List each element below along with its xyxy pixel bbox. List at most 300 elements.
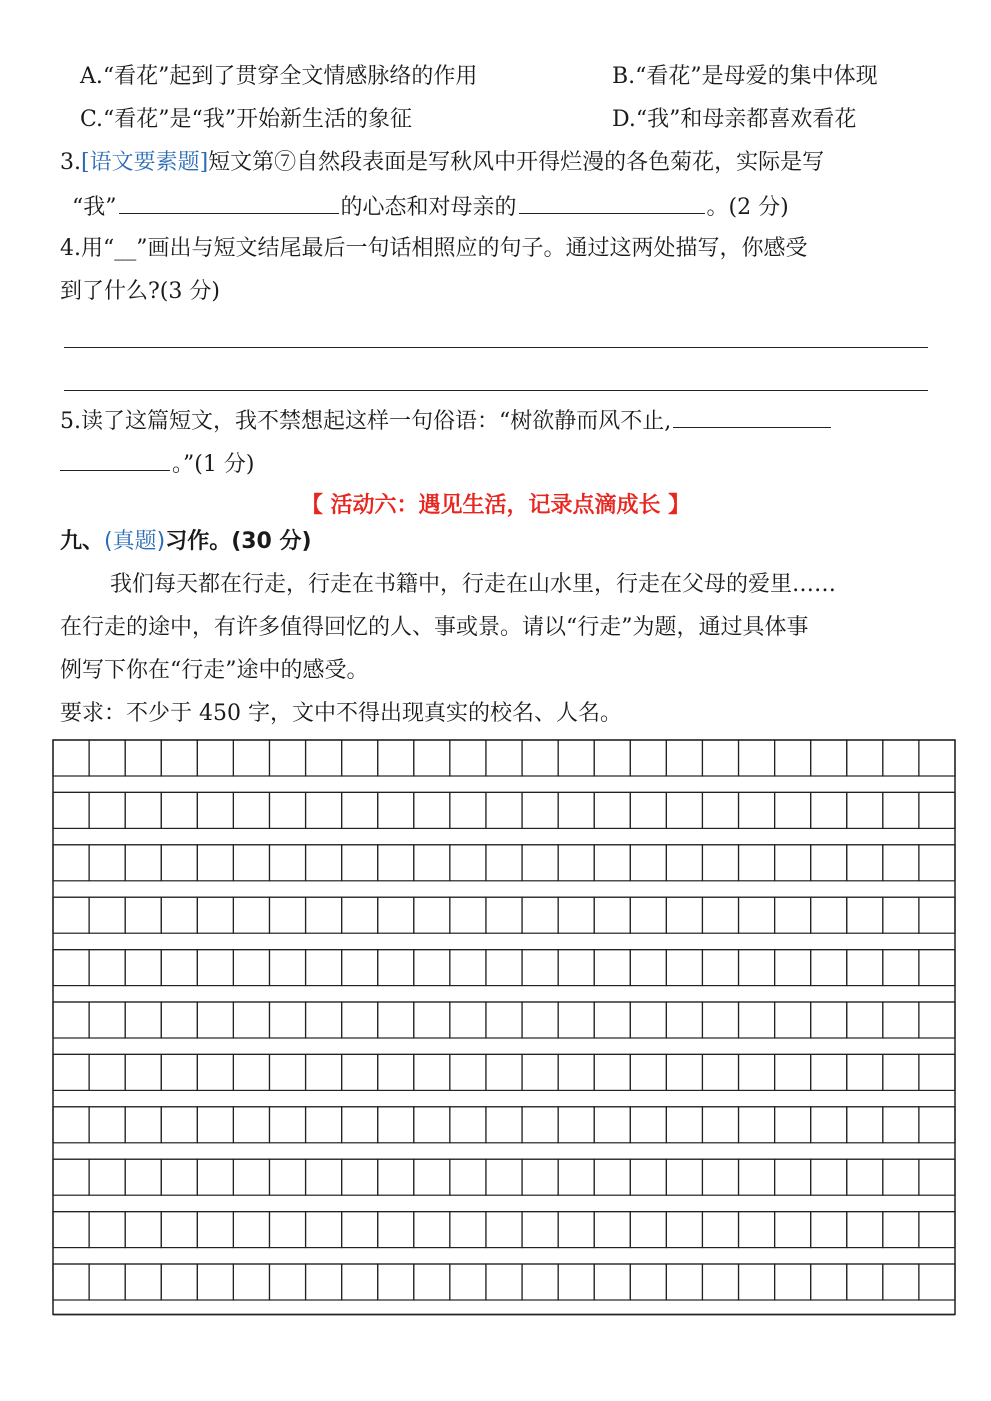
writing-grid-cell[interactable]: [89, 1002, 125, 1038]
writing-grid-cell[interactable]: [702, 1212, 738, 1248]
writing-grid-cell[interactable]: [811, 845, 847, 881]
writing-grid-cell[interactable]: [919, 1002, 955, 1038]
writing-grid-cell[interactable]: [594, 1002, 630, 1038]
writing-grid-cell[interactable]: [486, 845, 522, 881]
writing-grid-cell[interactable]: [233, 897, 269, 933]
writing-grid-cell[interactable]: [342, 1107, 378, 1143]
writing-grid-cell[interactable]: [89, 897, 125, 933]
writing-grid-cell[interactable]: [414, 897, 450, 933]
writing-grid-cell[interactable]: [197, 1212, 233, 1248]
writing-grid-cell[interactable]: [522, 1264, 558, 1300]
writing-grid-cell[interactable]: [739, 1264, 775, 1300]
answer-blank-3b[interactable]: [519, 191, 705, 214]
writing-grid-cell[interactable]: [53, 1107, 89, 1143]
writing-grid-cell[interactable]: [342, 1159, 378, 1195]
question-3-number: 3.: [60, 150, 81, 175]
writing-grid-cell[interactable]: [775, 1159, 811, 1195]
writing-grid-cell[interactable]: [666, 897, 702, 933]
writing-grid-cell[interactable]: [847, 1159, 883, 1195]
writing-grid-cell[interactable]: [53, 897, 89, 933]
writing-grid-cell[interactable]: [450, 845, 486, 881]
writing-grid-cell[interactable]: [414, 1212, 450, 1248]
writing-grid-cell[interactable]: [342, 740, 378, 776]
writing-grid-cell[interactable]: [775, 950, 811, 986]
writing-grid-cell[interactable]: [233, 792, 269, 828]
writing-grid-cell[interactable]: [919, 1212, 955, 1248]
writing-grid-cell[interactable]: [739, 845, 775, 881]
writing-grid-cell[interactable]: [919, 1054, 955, 1090]
writing-grid-cell[interactable]: [666, 1054, 702, 1090]
writing-grid-cell[interactable]: [594, 1054, 630, 1090]
writing-grid-cell[interactable]: [342, 1264, 378, 1300]
writing-grid-cell[interactable]: [558, 740, 594, 776]
writing-grid-cell[interactable]: [594, 1264, 630, 1300]
writing-grid-cell[interactable]: [522, 845, 558, 881]
question-3-tag: [语文要素题]: [81, 150, 209, 175]
writing-grid-cell[interactable]: [919, 792, 955, 828]
writing-grid-cell[interactable]: [775, 1002, 811, 1038]
question-5-line1: [60, 405, 833, 437]
writing-grid-cell[interactable]: [342, 1054, 378, 1090]
writing-grid-cell[interactable]: [53, 1212, 89, 1248]
writing-grid-cell[interactable]: [739, 1159, 775, 1195]
writing-grid-cell[interactable]: [558, 1107, 594, 1143]
writing-grid-cell[interactable]: [89, 1264, 125, 1300]
writing-grid-cell[interactable]: [53, 845, 89, 881]
writing-grid-cell[interactable]: [269, 1264, 305, 1300]
writing-grid-cell[interactable]: [233, 1002, 269, 1038]
writing-grid-row[interactable]: [53, 792, 955, 828]
writing-grid-cell[interactable]: [883, 845, 919, 881]
writing-grid-row[interactable]: [53, 1002, 955, 1038]
writing-grid-cell[interactable]: [306, 1212, 342, 1248]
writing-grid-cell[interactable]: [233, 950, 269, 986]
writing-grid-cell[interactable]: [197, 897, 233, 933]
writing-grid-cell[interactable]: [522, 950, 558, 986]
writing-grid-cell[interactable]: [233, 1054, 269, 1090]
writing-grid-cell[interactable]: [486, 792, 522, 828]
writing-grid-cell[interactable]: [666, 1002, 702, 1038]
writing-grid-cell[interactable]: [161, 1107, 197, 1143]
writing-grid-cell[interactable]: [558, 1002, 594, 1038]
question-4-line1: 4.用“__”画出与短文结尾最后一句话相照应的句子。通过这两处描写，你感受: [60, 236, 808, 261]
writing-grid-cell[interactable]: [883, 897, 919, 933]
writing-grid-cell[interactable]: [630, 1054, 666, 1090]
writing-grid-cell[interactable]: [883, 792, 919, 828]
writing-grid-cell[interactable]: [378, 740, 414, 776]
writing-grid-cell[interactable]: [414, 792, 450, 828]
writing-grid-cell[interactable]: [847, 1212, 883, 1248]
writing-grid-cell[interactable]: [847, 1002, 883, 1038]
writing-grid-cell[interactable]: [450, 792, 486, 828]
writing-grid-cell[interactable]: [125, 1264, 161, 1300]
writing-grid-cell[interactable]: [919, 740, 955, 776]
writing-grid-cell[interactable]: [53, 792, 89, 828]
writing-grid-cell[interactable]: [161, 740, 197, 776]
writing-grid-cell[interactable]: [378, 1054, 414, 1090]
writing-grid-cell[interactable]: [883, 1212, 919, 1248]
writing-grid-cell[interactable]: [847, 1264, 883, 1300]
writing-grid-cell[interactable]: [919, 1107, 955, 1143]
writing-grid-cell[interactable]: [306, 1107, 342, 1143]
writing-grid-cell[interactable]: [269, 1054, 305, 1090]
writing-grid-cell[interactable]: [630, 1264, 666, 1300]
writing-grid-cell[interactable]: [89, 1212, 125, 1248]
option-b: B.“看花”是母爱的集中体现: [612, 64, 878, 89]
writing-grid-cell[interactable]: [450, 740, 486, 776]
writing-grid-cell[interactable]: [594, 1212, 630, 1248]
writing-grid-cell[interactable]: [378, 1212, 414, 1248]
writing-grid-cell[interactable]: [739, 792, 775, 828]
writing-grid-cell[interactable]: [702, 950, 738, 986]
writing-grid-cell[interactable]: [847, 740, 883, 776]
writing-grid-cell[interactable]: [919, 897, 955, 933]
writing-grid-cell[interactable]: [197, 792, 233, 828]
writing-grid-cell[interactable]: [89, 792, 125, 828]
answer-blank-3a[interactable]: [119, 191, 339, 214]
writing-grid-cell[interactable]: [450, 1212, 486, 1248]
writing-grid-cell[interactable]: [125, 792, 161, 828]
writing-grid-cell[interactable]: [342, 1212, 378, 1248]
writing-grid-cell[interactable]: [666, 845, 702, 881]
writing-grid-cell[interactable]: [594, 740, 630, 776]
writing-grid-cell[interactable]: [233, 845, 269, 881]
writing-grid-cell[interactable]: [342, 897, 378, 933]
writing-grid-cell[interactable]: [811, 950, 847, 986]
writing-grid-cell[interactable]: [702, 897, 738, 933]
answer-line-4a[interactable]: [64, 347, 928, 348]
writing-grid-cell[interactable]: [775, 1212, 811, 1248]
writing-grid-cell[interactable]: [486, 1264, 522, 1300]
writing-grid-cell[interactable]: [630, 792, 666, 828]
writing-grid-cell[interactable]: [883, 1107, 919, 1143]
writing-grid-cell[interactable]: [522, 1107, 558, 1143]
writing-grid-cell[interactable]: [522, 740, 558, 776]
writing-grid-cell[interactable]: [378, 1107, 414, 1143]
writing-grid-row[interactable]: [53, 950, 955, 986]
writing-grid-cell[interactable]: [197, 1159, 233, 1195]
writing-grid-cell[interactable]: [630, 740, 666, 776]
writing-grid-cell[interactable]: [486, 1054, 522, 1090]
writing-grid-cell[interactable]: [811, 740, 847, 776]
writing-grid-cell[interactable]: [522, 897, 558, 933]
writing-grid-cell[interactable]: [306, 950, 342, 986]
writing-grid-cell[interactable]: [233, 1107, 269, 1143]
writing-grid-cell[interactable]: [883, 1002, 919, 1038]
writing-grid-cell[interactable]: [450, 1002, 486, 1038]
writing-grid-cell[interactable]: [847, 1054, 883, 1090]
writing-grid-cell[interactable]: [342, 845, 378, 881]
writing-grid-cell[interactable]: [306, 897, 342, 933]
writing-grid-cell[interactable]: [53, 740, 89, 776]
writing-grid-cell[interactable]: [594, 1159, 630, 1195]
writing-grid-cell[interactable]: [522, 1212, 558, 1248]
writing-grid-cell[interactable]: [739, 950, 775, 986]
writing-grid-cell[interactable]: [666, 1159, 702, 1195]
writing-grid-cell[interactable]: [702, 1107, 738, 1143]
writing-grid-cell[interactable]: [197, 1002, 233, 1038]
writing-grid-cell[interactable]: [53, 1054, 89, 1090]
writing-grid-cell[interactable]: [739, 740, 775, 776]
writing-grid-cell[interactable]: [89, 1054, 125, 1090]
writing-grid-cell[interactable]: [161, 792, 197, 828]
writing-grid-cell[interactable]: [53, 1264, 89, 1300]
writing-grid-cell[interactable]: [269, 897, 305, 933]
writing-grid-cell[interactable]: [306, 1002, 342, 1038]
writing-grid-cell[interactable]: [269, 1002, 305, 1038]
writing-grid-row[interactable]: [53, 1212, 955, 1248]
writing-grid-cell[interactable]: [414, 950, 450, 986]
writing-grid-cell[interactable]: [666, 950, 702, 986]
writing-grid-cell[interactable]: [630, 950, 666, 986]
writing-grid-row[interactable]: [53, 740, 955, 776]
writing-grid-cell[interactable]: [522, 1002, 558, 1038]
writing-grid-cell[interactable]: [125, 897, 161, 933]
writing-grid-cell[interactable]: [739, 1212, 775, 1248]
writing-grid-cell[interactable]: [775, 1107, 811, 1143]
writing-grid-cell[interactable]: [594, 897, 630, 933]
writing-grid-cell[interactable]: [450, 1264, 486, 1300]
writing-grid-row[interactable]: [53, 897, 955, 933]
writing-grid-cell[interactable]: [594, 950, 630, 986]
writing-grid-cell[interactable]: [522, 1054, 558, 1090]
writing-grid-cell[interactable]: [883, 1264, 919, 1300]
option-c: C.“看花”是“我”开始新生活的象征: [80, 107, 413, 132]
writing-grid-cell[interactable]: [342, 950, 378, 986]
writing-grid-cell[interactable]: [594, 792, 630, 828]
writing-grid-cell[interactable]: [847, 950, 883, 986]
writing-grid-cell[interactable]: [558, 950, 594, 986]
writing-grid-cell[interactable]: [919, 845, 955, 881]
writing-grid-cell[interactable]: [197, 1054, 233, 1090]
writing-grid-cell[interactable]: [306, 740, 342, 776]
writing-grid-cell[interactable]: [486, 740, 522, 776]
writing-grid-cell[interactable]: [89, 950, 125, 986]
writing-grid-cell[interactable]: [89, 845, 125, 881]
writing-grid-cell[interactable]: [775, 897, 811, 933]
writing-grid-cell[interactable]: [558, 1054, 594, 1090]
writing-grid-cell[interactable]: [161, 845, 197, 881]
writing-grid-cell[interactable]: [558, 1212, 594, 1248]
writing-grid-cell[interactable]: [306, 1264, 342, 1300]
writing-grid-cell[interactable]: [811, 1159, 847, 1195]
writing-grid-cell[interactable]: [486, 1107, 522, 1143]
writing-grid-cell[interactable]: [558, 897, 594, 933]
writing-grid-cell[interactable]: [125, 950, 161, 986]
writing-grid-cell[interactable]: [161, 1159, 197, 1195]
writing-grid-cell[interactable]: [811, 1054, 847, 1090]
writing-grid-cell[interactable]: [919, 950, 955, 986]
writing-grid-cell[interactable]: [739, 1107, 775, 1143]
writing-grid-cell[interactable]: [161, 897, 197, 933]
writing-grid-cell[interactable]: [847, 897, 883, 933]
writing-grid-cell[interactable]: [378, 1002, 414, 1038]
writing-grid-cell[interactable]: [702, 1159, 738, 1195]
writing-grid-cell[interactable]: [414, 1107, 450, 1143]
writing-grid-cell[interactable]: [811, 897, 847, 933]
writing-grid-cell[interactable]: [89, 1159, 125, 1195]
writing-grid-cell[interactable]: [233, 1212, 269, 1248]
writing-grid-cell[interactable]: [486, 1212, 522, 1248]
writing-grid-cell[interactable]: [739, 1002, 775, 1038]
section-9-tag: (真题): [104, 529, 166, 554]
writing-grid-cell[interactable]: [269, 1159, 305, 1195]
writing-grid-cell[interactable]: [919, 1159, 955, 1195]
writing-grid-cell[interactable]: [630, 845, 666, 881]
writing-grid-cell[interactable]: [883, 740, 919, 776]
writing-grid-cell[interactable]: [378, 1264, 414, 1300]
writing-grid-cell[interactable]: [630, 897, 666, 933]
writing-grid-cell[interactable]: [450, 1054, 486, 1090]
writing-grid-cell[interactable]: [414, 740, 450, 776]
writing-grid-cell[interactable]: [89, 1107, 125, 1143]
answer-blank-5b[interactable]: [60, 448, 170, 471]
writing-grid-cell[interactable]: [233, 1264, 269, 1300]
writing-grid-cell[interactable]: [486, 950, 522, 986]
writing-grid-cell[interactable]: [775, 1264, 811, 1300]
writing-grid-cell[interactable]: [414, 1002, 450, 1038]
writing-grid-cell[interactable]: [378, 845, 414, 881]
writing-grid-cell[interactable]: [378, 897, 414, 933]
writing-grid-cell[interactable]: [197, 1264, 233, 1300]
writing-grid-cell[interactable]: [486, 1002, 522, 1038]
writing-grid-cell[interactable]: [775, 792, 811, 828]
writing-grid-cell[interactable]: [847, 792, 883, 828]
writing-grid-cell[interactable]: [161, 1002, 197, 1038]
writing-grid-cell[interactable]: [666, 1212, 702, 1248]
writing-grid-cell[interactable]: [666, 740, 702, 776]
writing-grid-cell[interactable]: [739, 1054, 775, 1090]
writing-grid-cell[interactable]: [89, 740, 125, 776]
writing-grid-cell[interactable]: [883, 1159, 919, 1195]
writing-grid-cell[interactable]: [630, 1002, 666, 1038]
writing-grid-cell[interactable]: [883, 1054, 919, 1090]
writing-grid-cell[interactable]: [342, 792, 378, 828]
writing-grid-cell[interactable]: [919, 1264, 955, 1300]
writing-grid-cell[interactable]: [125, 1212, 161, 1248]
writing-grid-cell[interactable]: [378, 792, 414, 828]
writing-grid-cell[interactable]: [630, 1212, 666, 1248]
writing-grid-cell[interactable]: [306, 845, 342, 881]
writing-grid-cell[interactable]: [125, 1107, 161, 1143]
writing-grid-cell[interactable]: [306, 1054, 342, 1090]
writing-grid-cell[interactable]: [558, 792, 594, 828]
writing-grid-cell[interactable]: [378, 1159, 414, 1195]
writing-grid-cell[interactable]: [775, 845, 811, 881]
writing-grid-cell[interactable]: [342, 1002, 378, 1038]
writing-grid-cell[interactable]: [197, 1107, 233, 1143]
writing-grid-cell[interactable]: [161, 950, 197, 986]
writing-grid-cell[interactable]: [125, 845, 161, 881]
writing-grid-cell[interactable]: [378, 950, 414, 986]
writing-grid-cell[interactable]: [125, 1054, 161, 1090]
writing-grid-cell[interactable]: [666, 1264, 702, 1300]
writing-grid-cell[interactable]: [775, 740, 811, 776]
writing-grid-cell[interactable]: [306, 792, 342, 828]
writing-grid-cell[interactable]: [269, 845, 305, 881]
writing-grid-cell[interactable]: [558, 1264, 594, 1300]
writing-grid-cell[interactable]: [53, 950, 89, 986]
writing-grid-cell[interactable]: [702, 740, 738, 776]
writing-grid-cell[interactable]: [522, 1159, 558, 1195]
writing-grid-cell[interactable]: [702, 792, 738, 828]
writing-grid-cell[interactable]: [522, 792, 558, 828]
writing-grid-cell[interactable]: [125, 740, 161, 776]
writing-grid-cell[interactable]: [594, 1107, 630, 1143]
writing-grid-cell[interactable]: [53, 1159, 89, 1195]
writing-grid-cell[interactable]: [306, 1159, 342, 1195]
writing-grid-cell[interactable]: [414, 1264, 450, 1300]
writing-grid[interactable]: [52, 739, 956, 1316]
writing-grid-cell[interactable]: [125, 1159, 161, 1195]
writing-grid-cell[interactable]: [811, 1264, 847, 1300]
answer-line-4b[interactable]: [64, 390, 928, 391]
writing-grid-cell[interactable]: [630, 1159, 666, 1195]
writing-grid-cell[interactable]: [847, 1107, 883, 1143]
answer-blank-5a[interactable]: [673, 405, 831, 428]
writing-grid-cell[interactable]: [450, 1159, 486, 1195]
writing-grid-cell[interactable]: [775, 1054, 811, 1090]
writing-grid-cell[interactable]: [269, 740, 305, 776]
writing-grid-cell[interactable]: [702, 1054, 738, 1090]
writing-grid-row[interactable]: [53, 1107, 955, 1143]
writing-grid-row[interactable]: [53, 1264, 955, 1300]
writing-grid-cell[interactable]: [197, 845, 233, 881]
writing-grid-cell[interactable]: [197, 740, 233, 776]
writing-grid-cell[interactable]: [847, 845, 883, 881]
writing-grid-cell[interactable]: [666, 792, 702, 828]
writing-grid-cell[interactable]: [450, 897, 486, 933]
writing-grid-cell[interactable]: [558, 845, 594, 881]
writing-grid-cell[interactable]: [161, 1054, 197, 1090]
writing-grid-cell[interactable]: [53, 1002, 89, 1038]
writing-grid-row[interactable]: [53, 1054, 955, 1090]
writing-grid-cell[interactable]: [450, 1107, 486, 1143]
writing-grid-cell[interactable]: [161, 1212, 197, 1248]
writing-grid-cell[interactable]: [414, 845, 450, 881]
writing-grid-row[interactable]: [53, 1159, 955, 1195]
writing-grid-cell[interactable]: [269, 950, 305, 986]
writing-grid-cell[interactable]: [161, 1264, 197, 1300]
writing-grid-cell[interactable]: [450, 950, 486, 986]
writing-grid-cell[interactable]: [811, 1107, 847, 1143]
writing-grid-cell[interactable]: [269, 1107, 305, 1143]
writing-grid-cell[interactable]: [414, 1054, 450, 1090]
writing-grid-cell[interactable]: [630, 1107, 666, 1143]
writing-grid-cell[interactable]: [269, 1212, 305, 1248]
writing-grid-cell[interactable]: [739, 897, 775, 933]
writing-grid-cell[interactable]: [233, 740, 269, 776]
writing-grid-cell[interactable]: [269, 792, 305, 828]
writing-grid-cell[interactable]: [883, 950, 919, 986]
writing-grid-cell[interactable]: [125, 1002, 161, 1038]
writing-grid-cell[interactable]: [233, 1159, 269, 1195]
writing-grid-cell[interactable]: [666, 1107, 702, 1143]
writing-grid-cell[interactable]: [702, 845, 738, 881]
writing-grid-cell[interactable]: [414, 1159, 450, 1195]
writing-grid-cell[interactable]: [558, 1159, 594, 1195]
writing-grid-cell[interactable]: [811, 1212, 847, 1248]
writing-grid-cell[interactable]: [702, 1264, 738, 1300]
writing-grid-cell[interactable]: [811, 1002, 847, 1038]
writing-grid-cell[interactable]: [486, 1159, 522, 1195]
writing-grid-cell[interactable]: [197, 950, 233, 986]
writing-grid-cell[interactable]: [594, 845, 630, 881]
writing-grid-row[interactable]: [53, 845, 955, 881]
writing-grid-cell[interactable]: [702, 1002, 738, 1038]
writing-grid-cell[interactable]: [486, 897, 522, 933]
writing-grid-cell[interactable]: [811, 792, 847, 828]
